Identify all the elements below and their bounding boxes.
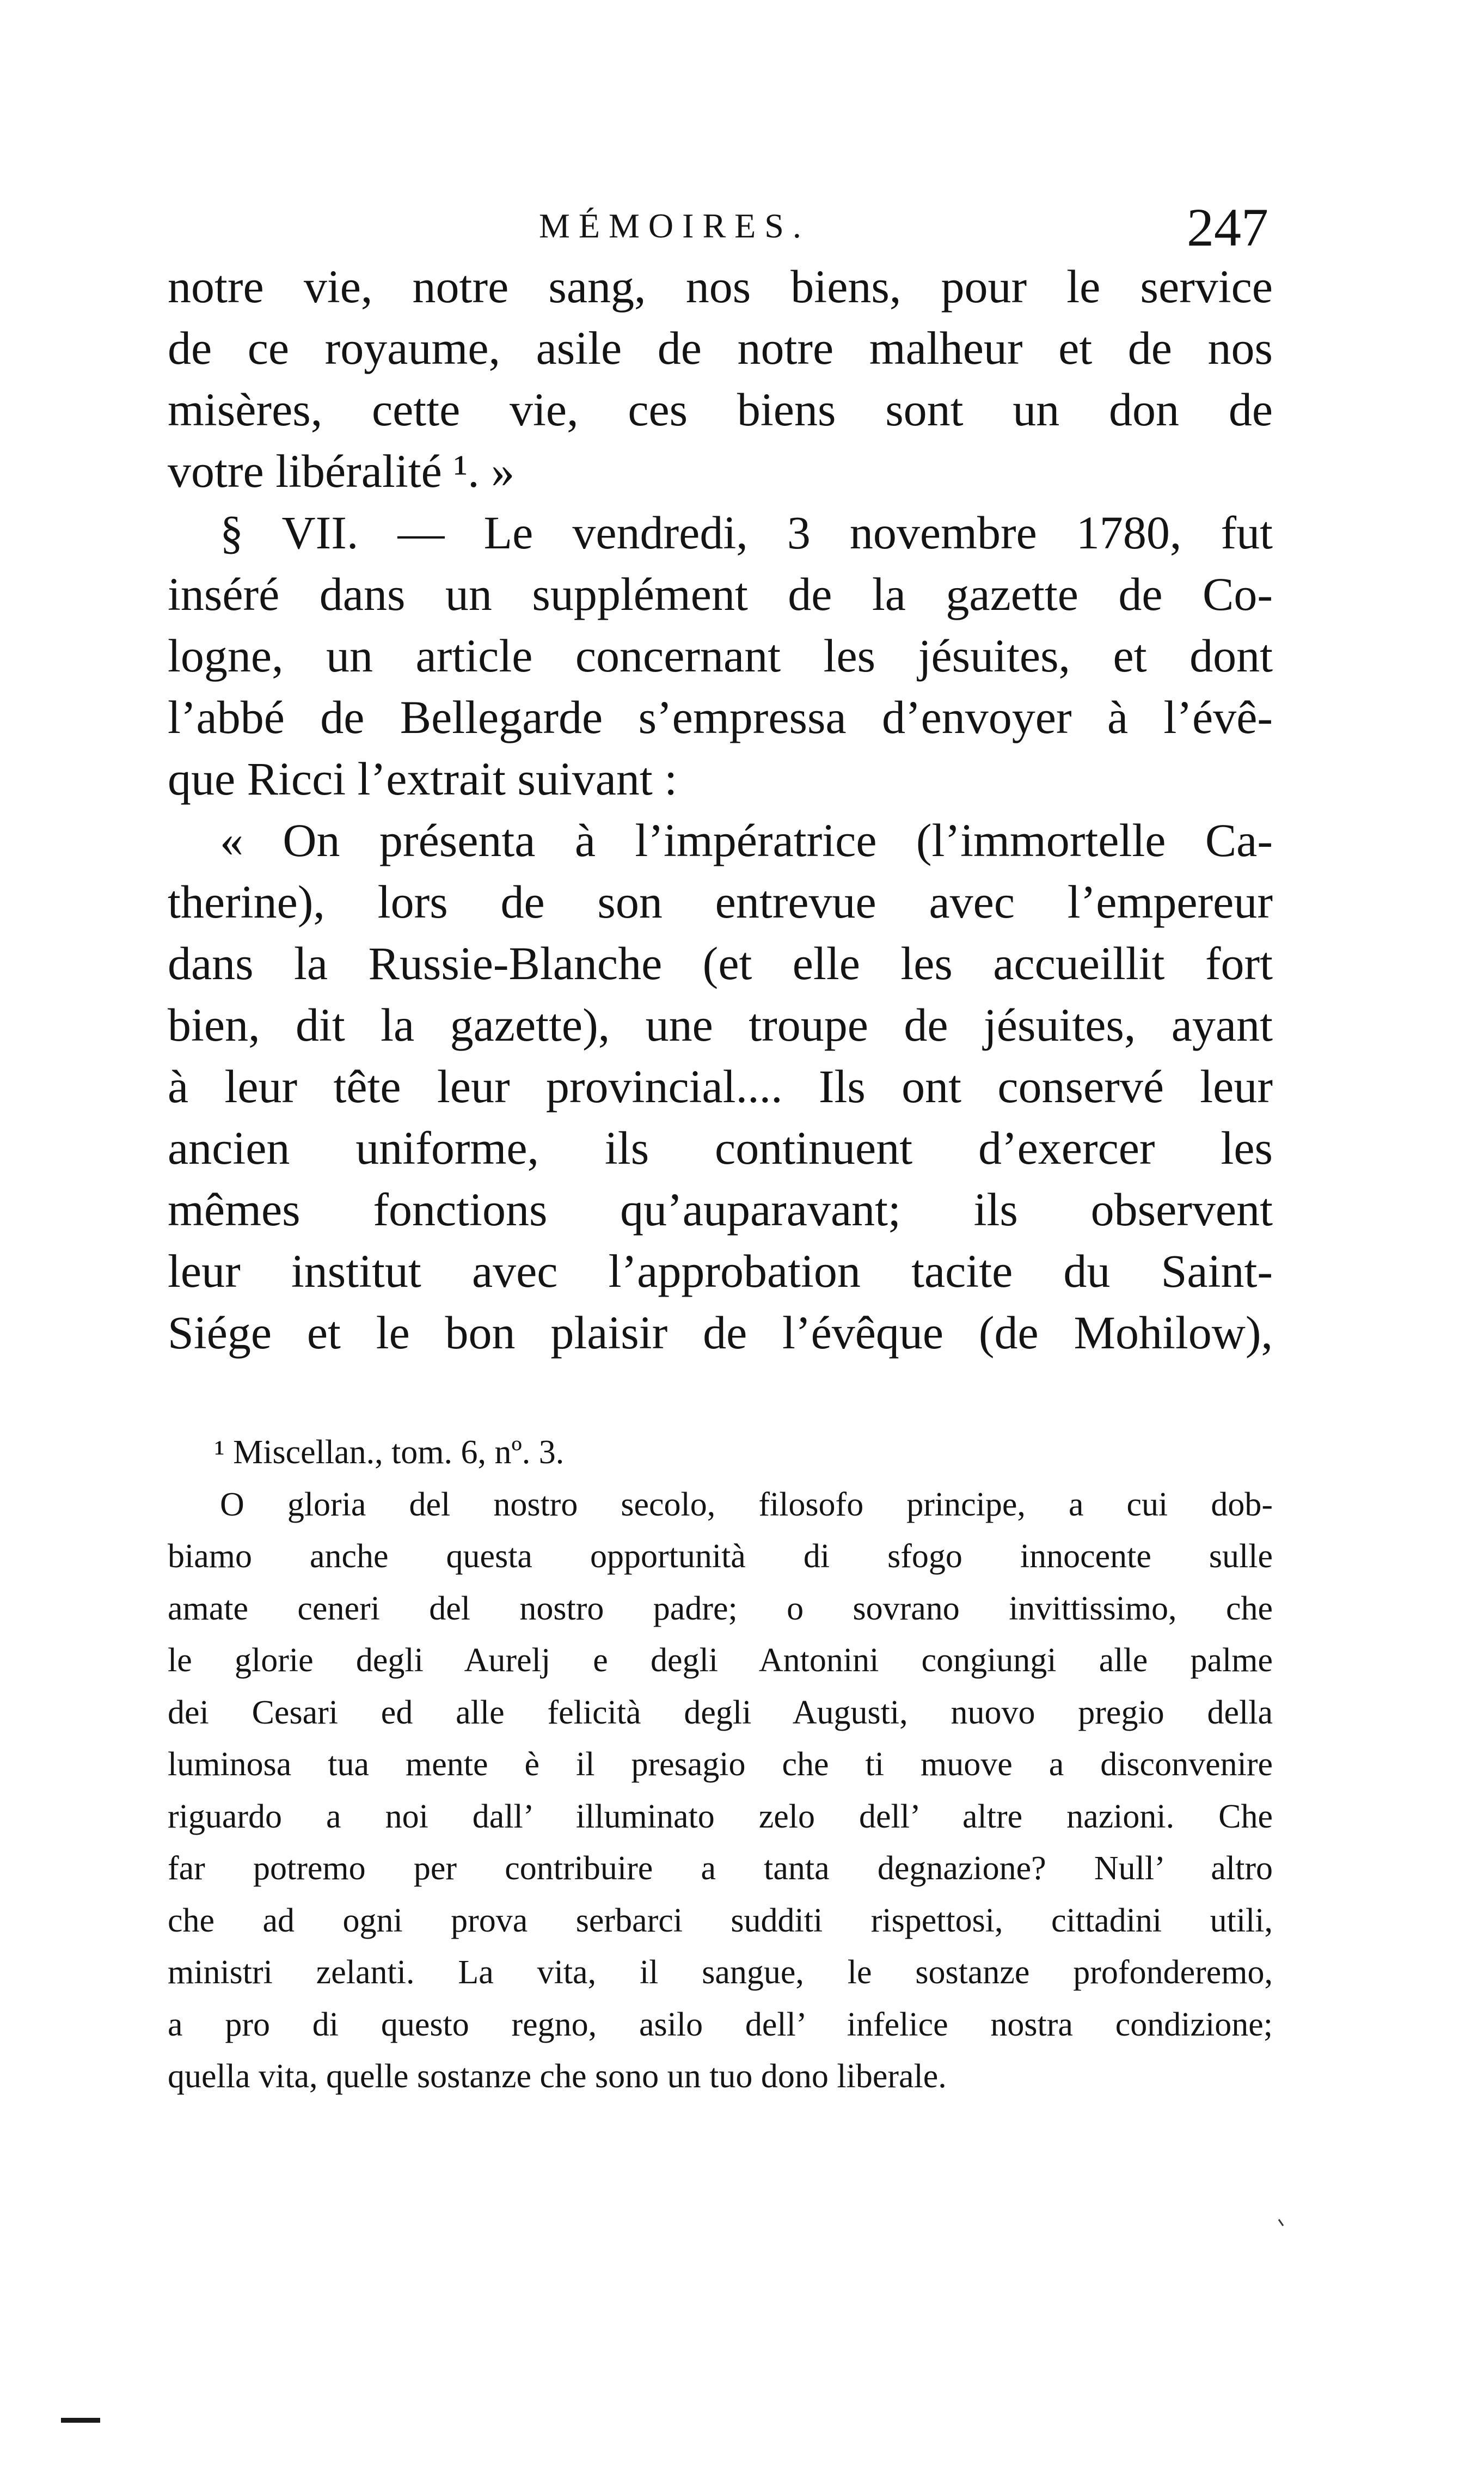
text-line: l’abbé de Bellegarde s’empressa d’envoyer à l’évê- — [168, 691, 1273, 743]
footnote-line: dei Cesari ed alle felicità degli Augusti, nuovo pregio della — [168, 1694, 1273, 1731]
text-line: à leur tête leur provincial.... Ils ont conservé leur — [168, 1060, 1273, 1113]
text-line: misères, cette vie, ces biens sont un don de — [168, 383, 1273, 436]
page-number: 247 — [1187, 197, 1268, 258]
footnote-line: le glorie degli Aurelj e degli Antonini congiungi alle palme — [168, 1642, 1273, 1679]
text-line: dans la Russie-Blanche (et elle les accueillit fort — [168, 937, 1273, 989]
margin-dash-mark — [61, 2418, 100, 2423]
running-title: MÉMOIRES. — [539, 206, 810, 245]
text-line: bien, dit la gazette), une troupe de jésuites, ayant — [168, 999, 1273, 1051]
footnote-line: ¹ Miscellan., tom. 6, nº. 3. — [214, 1434, 565, 1471]
stray-ink-mark — [1278, 2219, 1284, 2226]
footnote-line: quella vita, quelle sostanze che sono un tuo dono liberale. — [168, 2058, 947, 2095]
text-line: § VII. — Le vendredi, 3 novembre 1780, fut — [220, 506, 1273, 559]
text-line: mêmes fonctions qu’auparavant; ils observent — [168, 1183, 1273, 1236]
footnote-line: biamo anche questa opportunità di sfogo innocente sulle — [168, 1538, 1273, 1575]
text-line: que Ricci l’extrait suivant : — [168, 753, 678, 805]
footnote-line: a pro di questo regno, asilo dell’ infelice nostra condizione; — [168, 2006, 1273, 2043]
text-line: de ce royaume, asile de notre malheur et de nos — [168, 322, 1273, 374]
text-line: leur institut avec l’approbation tacite du Saint- — [168, 1245, 1273, 1297]
text-line: « On présenta à l’impératrice (l’immortelle Ca- — [220, 814, 1273, 866]
text-line: ancien uniforme, ils continuent d’exercer les — [168, 1122, 1273, 1174]
footnote-line: far potremo per contribuire a tanta degnazione? Null’ altro — [168, 1850, 1273, 1887]
text-line: therine), lors de son entrevue avec l’empereur — [168, 876, 1273, 928]
footnote-line: O gloria del nostro secolo, filosofo principe, a cui dob- — [220, 1486, 1273, 1523]
footnote-line: luminosa tua mente è il presagio che ti muove a disconvenire — [168, 1746, 1273, 1783]
footnotes — [168, 1427, 1273, 2103]
text-line: logne, un article concernant les jésuites, et dont — [168, 630, 1273, 682]
text-line: inséré dans un supplément de la gazette de Co- — [168, 568, 1273, 620]
text-line: notre vie, notre sang, nos biens, pour le service — [168, 260, 1273, 313]
footnote-line: ministri zelanti. La vita, il sangue, le sostanze profonderemo, — [168, 1954, 1273, 1991]
text-line: votre libéralité ¹. » — [168, 445, 515, 497]
footnote-line: amate ceneri del nostro padre; o sovrano invittissimo, che — [168, 1590, 1273, 1627]
footnote-line: che ad ogni prova serbarci sudditi rispettosi, cittadini utili, — [168, 1902, 1273, 1939]
main-text — [168, 256, 1273, 1364]
footnote-line: riguardo a noi dall’ illuminato zelo dell’ altre nazioni. Che — [168, 1798, 1273, 1835]
text-line: Siége et le bon plaisir de l’évêque (de Mohilow), — [168, 1306, 1273, 1359]
